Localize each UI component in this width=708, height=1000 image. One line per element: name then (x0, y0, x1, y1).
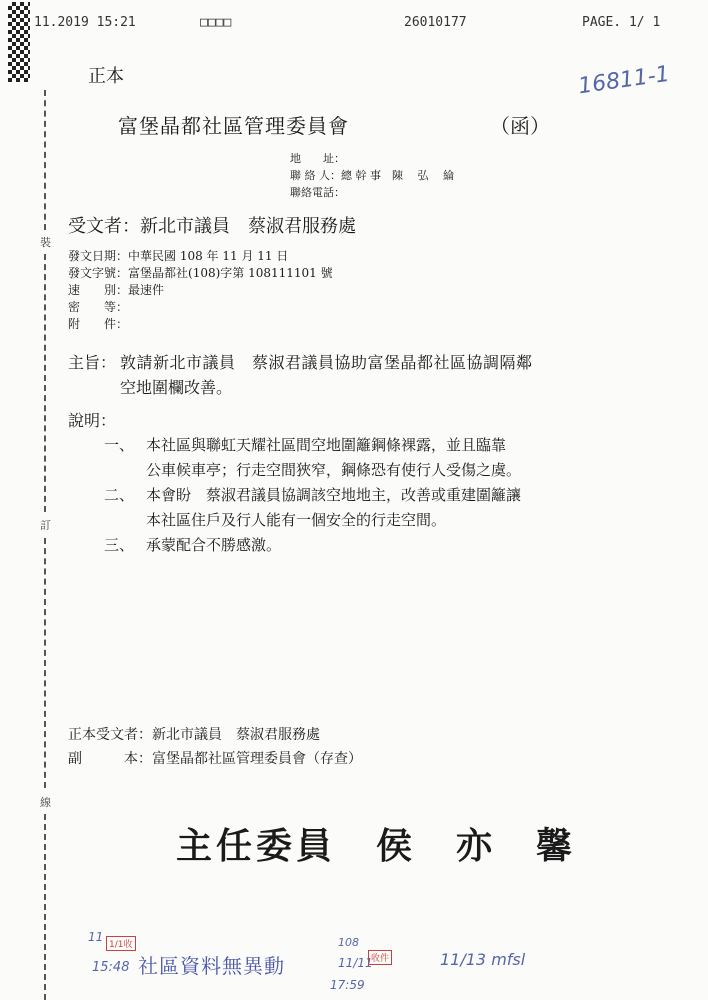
hand-note-right: 11/13 mfsl (440, 950, 526, 969)
distribution-copy: 副 本：富堡晶都社區管理委員會（存查） (68, 751, 362, 767)
stamp-no-change: 社區資料無異動 (138, 954, 285, 978)
copy-label: 正本 (88, 66, 124, 87)
explanation-item-3: 三、 承蒙配合不勝感激。 (104, 536, 282, 554)
explanation-list (104, 433, 521, 558)
handwritten-reference: 16811-1 (576, 61, 672, 100)
hand-note-left-top: 11 (88, 930, 104, 944)
fax-number: 26010177 (404, 15, 467, 30)
subject-label: 主旨： (68, 353, 117, 372)
red-stamp-left: 1/1收 (106, 936, 136, 951)
binding-line-top (44, 90, 56, 230)
fax-datetime: 11.2019 15:21 (34, 15, 136, 30)
red-stamp-mid: 收件 (368, 950, 392, 965)
distribution-original: 正本受文者：新北市議員 蔡淑君服務處 (68, 727, 320, 743)
subject-line-1: 敦請新北市議員 蔡淑君議員協助富堡晶都社區協調隔鄰 (120, 353, 533, 372)
recipient: 受文者：新北市議員 蔡淑君服務處 (68, 216, 356, 237)
binding-line-bottom (44, 814, 56, 1000)
doc-kind: （函） (490, 114, 550, 138)
explanation-item-1: 一、 本社區與聯虹天耀社區間空地圍籬鋼條裸露，並且臨靠 公車候車亭；行走空間狹窄，鋼條恐有使行人受傷之虞。 (104, 436, 522, 479)
signature: 主任委員 侯 亦 馨 (176, 825, 577, 867)
meta-speed: 速 別：最速件 (68, 283, 165, 297)
org-title: 富堡晶都社區管理委員會 (118, 114, 349, 138)
fax-checker-mark (8, 2, 30, 82)
fax-box: □□□□ (200, 15, 232, 30)
fax-page: PAGE. 1/ 1 (582, 15, 661, 30)
meta-doc-number: 發文字號：富堡晶都社(108)字第 108111101 號 (68, 266, 333, 280)
explanation-item-2: 二、 本會盼 蔡淑君議員協調該空地地主，改善或重建圍籬讓 本社區住戶及行人能有一個安全的行走空間。 (104, 486, 522, 529)
subject-line-2: 空地圍欄改善。 (120, 378, 233, 397)
binding-line-middle (44, 254, 56, 512)
binding-mark-3: 線 (40, 792, 51, 812)
distribution-block (68, 723, 362, 771)
meta-block (68, 248, 333, 333)
hand-note-mid-bot: 17:59 (330, 978, 365, 992)
contact-phone: 聯絡電話： (290, 186, 345, 199)
hand-note-mid-top: 108 (338, 936, 359, 949)
contact-block (290, 150, 454, 201)
meta-secrecy: 密 等： (68, 300, 129, 314)
explanation-label: 說明： (68, 411, 117, 430)
binding-line-lower (44, 538, 56, 788)
contact-address: 地 址： (290, 152, 345, 165)
binding-mark-2: 訂 (40, 515, 51, 535)
binding-mark-1: 裝 (40, 232, 51, 252)
hand-note-mid-mid: 11/11 (338, 956, 373, 970)
meta-date: 發文日期：中華民國 108 年 11 月 11 日 (68, 249, 289, 263)
meta-attachment: 附 件： (68, 317, 129, 331)
hand-note-left-time: 15:48 (92, 960, 130, 975)
contact-person: 聯 絡 人：總 幹 事 陳 弘 綸 (290, 169, 454, 182)
